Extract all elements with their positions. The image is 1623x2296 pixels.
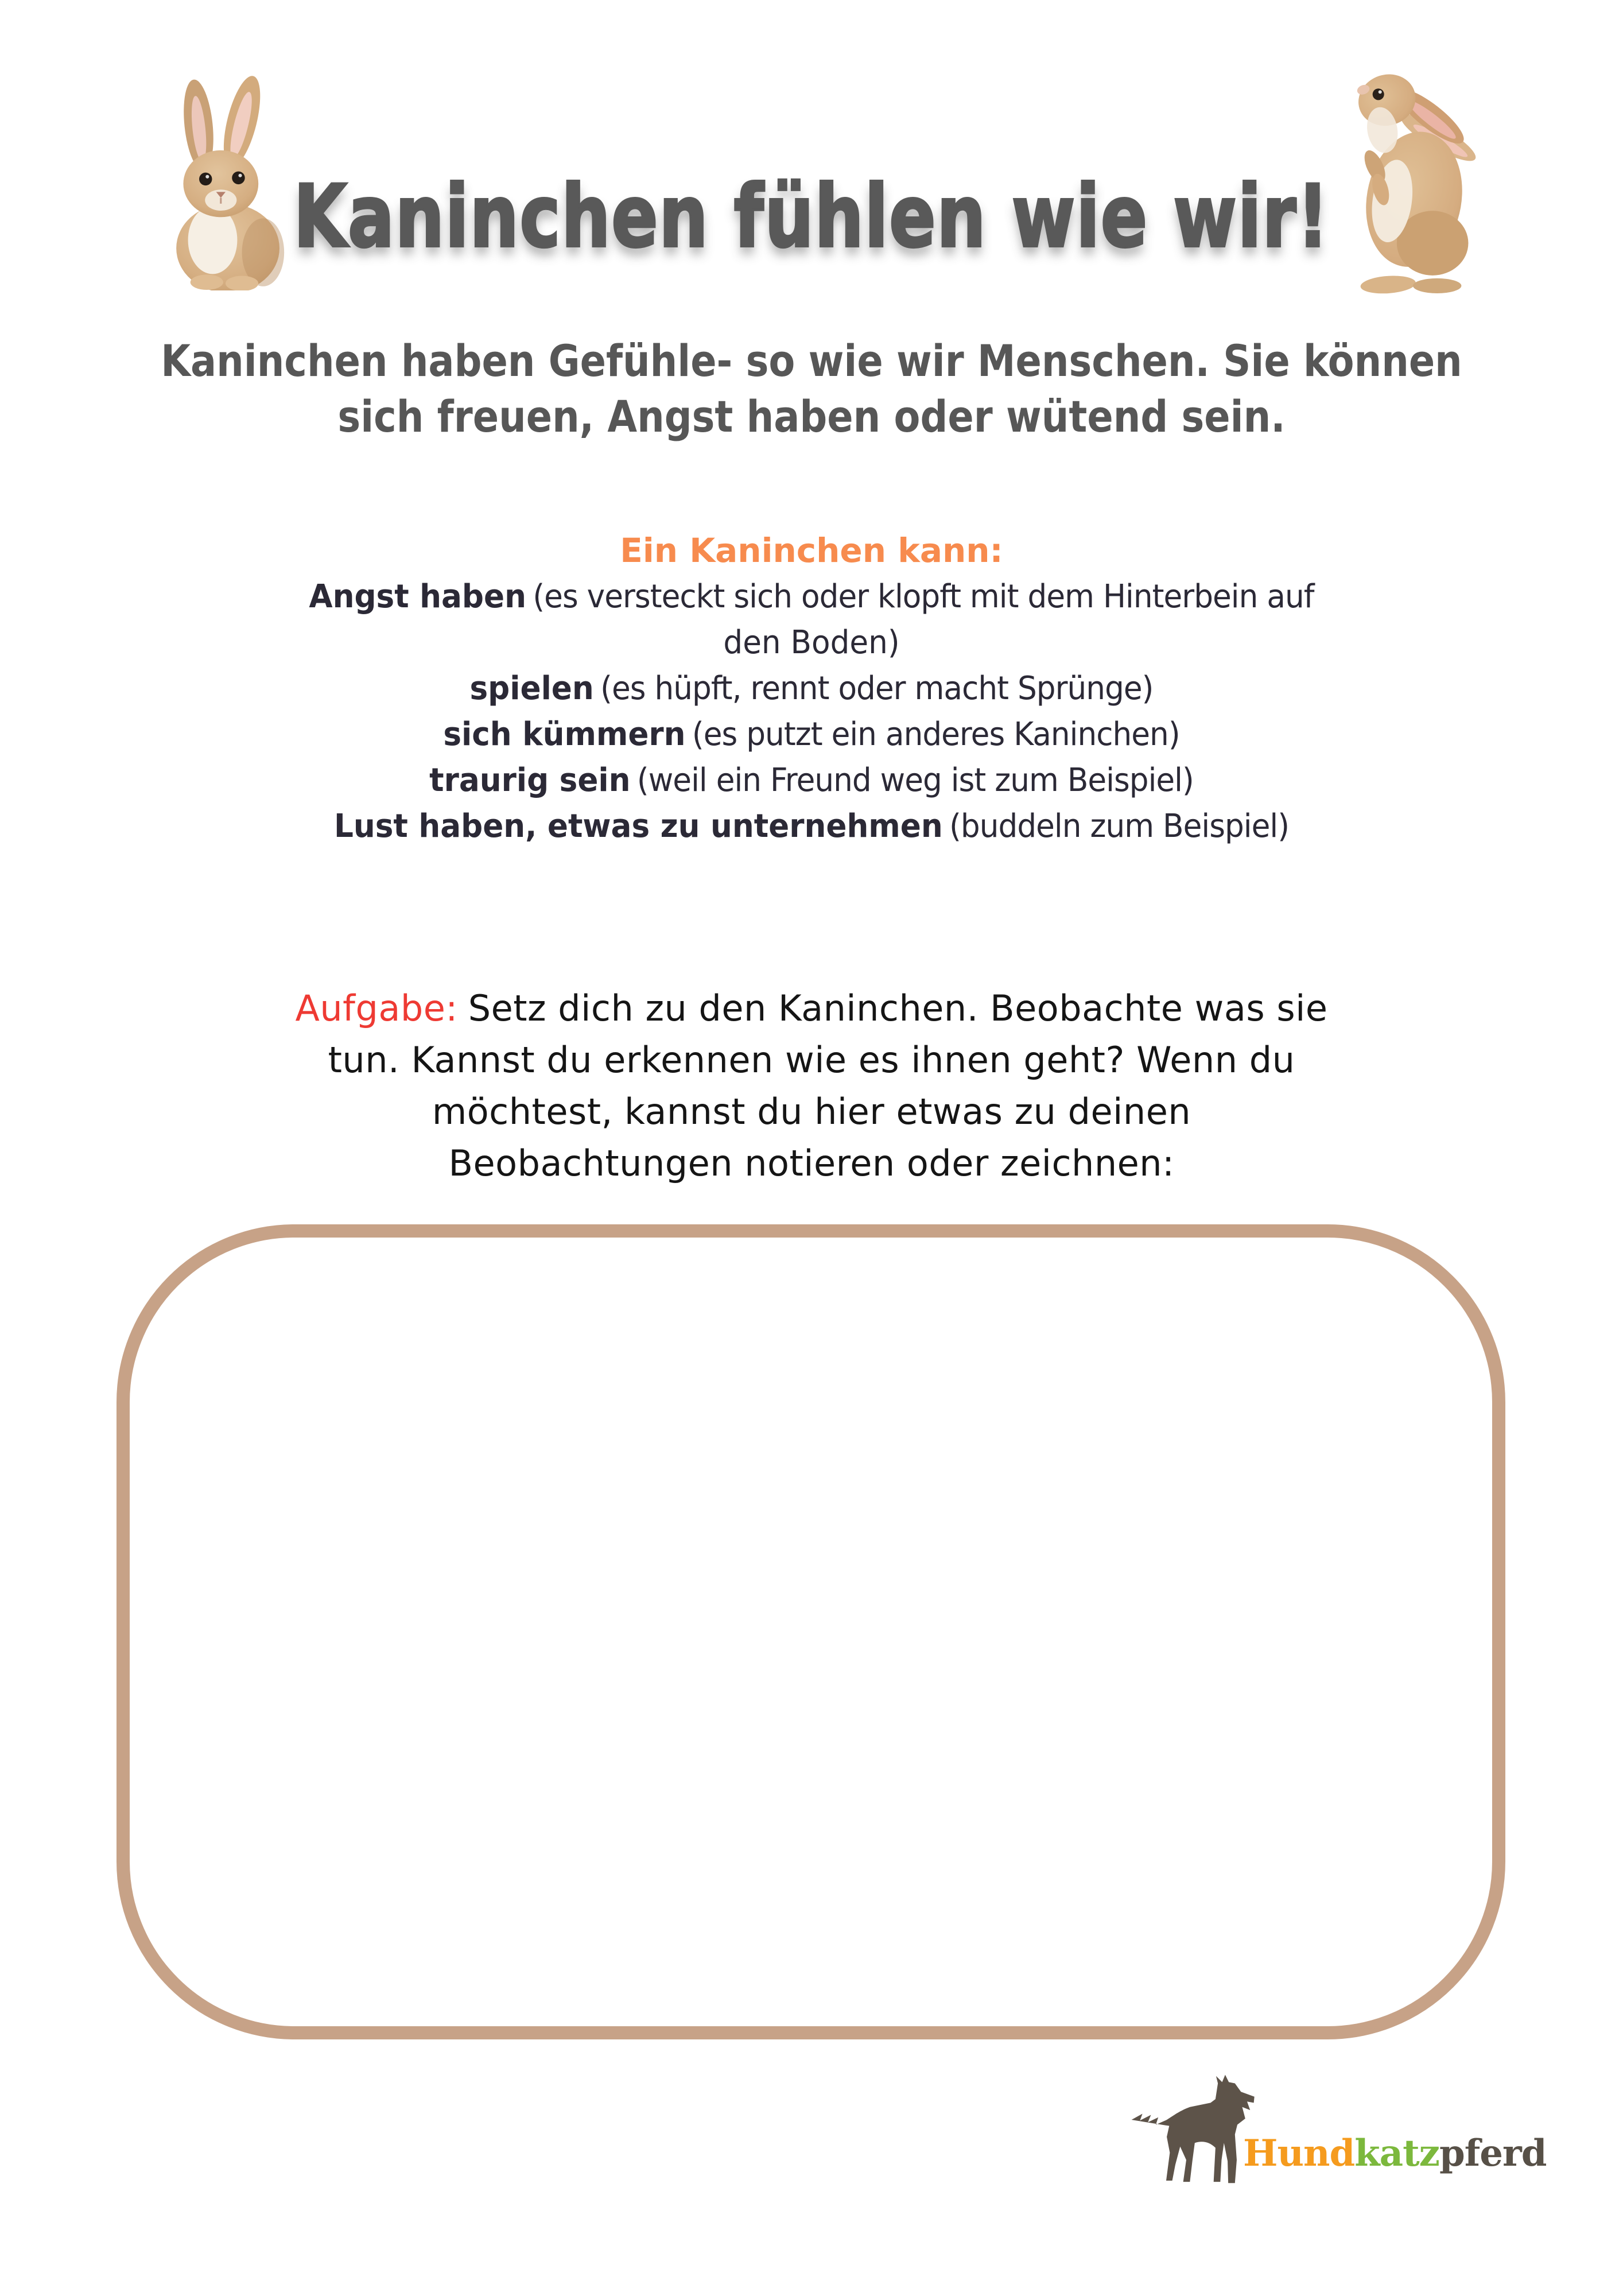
logo-word-pferd: pferd [1439,2132,1547,2175]
ability-description: (es hüpft, rennt oder macht Sprünge) [600,670,1154,707]
intro-line: Kaninchen haben Gefühle- so wie wir Menschen. Sie können [161,335,1462,386]
ability-item [41,758,1583,804]
ability-item [41,666,1583,712]
page-title: Kaninchen fühlen wie wir! [293,167,1330,267]
ability-description: (es putzt ein anderes Kaninchen) [692,716,1180,753]
standing-rabbit-icon [1327,60,1501,296]
ability-description: (buddeln zum Beispiel) [949,808,1290,845]
intro-paragraph [98,333,1526,444]
ability-description: (weil ein Freund weg ist zum Beispiel) [636,762,1194,799]
ability-item-continuation: den Boden) [723,624,900,661]
ability-description: (es versteckt sich oder klopft mit dem Hinterbein auf [533,578,1314,615]
ability-item [41,804,1583,850]
ability-term: Lust haben, etwas zu unternehmen [333,808,943,845]
notes-box [117,1224,1505,2039]
task-text: Setz dich zu den Kaninchen. Beobachte was sie [468,987,1328,1029]
task-line: tun. Kannst du erkennen wie es ihnen geht? Wenn du [328,1039,1295,1081]
ability-term: spielen [469,670,594,707]
dog-silhouette [1132,2075,1255,2183]
logo [1119,2064,1547,2202]
ability-term: Angst haben [309,578,526,615]
intro-line: sich freuen, Angst haben oder wütend sein. [337,391,1286,442]
task-line [0,983,1623,1034]
task-line: möchtest, kannst du hier etwas zu deinen [432,1091,1191,1133]
ability-item [41,712,1583,758]
ability-term: sich kümmern [443,716,686,753]
task-label: Aufgabe: [295,987,458,1029]
abilities-heading: Ein Kaninchen kann: [620,531,1003,570]
logo-wordmark [1243,2132,1547,2175]
task-paragraph [0,983,1623,1189]
logo-word-katz: katz [1354,2132,1439,2175]
logo-word-hund: Hund [1243,2132,1355,2175]
ability-term: traurig sein [429,762,631,799]
abilities-list [41,574,1583,850]
ability-item [41,574,1583,620]
task-line: Beobachtungen notieren oder zeichnen: [448,1142,1175,1184]
